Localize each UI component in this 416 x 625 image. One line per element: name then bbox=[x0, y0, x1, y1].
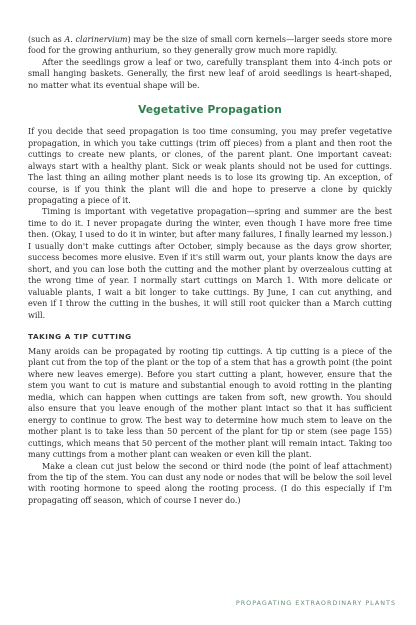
page-body bbox=[28, 34, 392, 506]
paragraph-tip-cutting: Many aroids can be propagated by rooting tip cuttings. A tip cutting is a piece of the plant cut from the top of the plant or the top of a stem that has a growth point (the point where new leaves emerge). Before you start cutting a plant, however, ensure that the stem you want to cut is mature and substantial enough to avoid rotting in the planting media, which can happen when cuttings are taken from soft, new growth. You should also ensure that you leave enough of the mother plant intact so that it has sufficient energy to continue to grow. The best way to determine how much stem to leave on the mother plant is to take less than 50 percent of the plant for tip or stem (see page 155) cuttings, which means that 50 percent of the mother plant will remain intact. Taking too many cuttings from a mother plant can weaken or even kill the plant. bbox=[28, 346, 392, 460]
running-footer: PROPAGATING EXTRAORDINARY PLANTS bbox=[235, 599, 396, 607]
species-name: A. clarinervium bbox=[64, 35, 128, 44]
section-heading: Vegetative Propagation bbox=[138, 104, 282, 117]
paragraph-vegetative-intro: If you decide that seed propagation is too time consuming, you may prefer vegetative propagation, in which you take cuttings (trim off pieces) from a plant and then root the cuttings to create new plants, or clones, of the parent plant. One important caveat: always start with a healthy plant. Sick or weak plants should not be used for cuttings. The last thing an ailing mother plant needs is to lose its growing tip. An exception, of course, is if you think the plant will die and hope to preserve a clone by quickly propagating a piece of it. bbox=[28, 127, 392, 205]
text-run: (such as bbox=[28, 35, 65, 44]
subsection-heading: TAKING A TIP CUTTING bbox=[28, 331, 132, 341]
paragraph-transplant: After the seedlings grow a leaf or two, carefully transplant them into 4-inch pots or small hanging baskets. Generally, the first new leaf of aroid seedlings is heart-shaped, no matter what its eventual shape will be. bbox=[28, 57, 392, 90]
text-run: ) may be the size of small corn kernels—larger seeds store more food for the growing anthurium, so they generally grow much more rapidly. bbox=[28, 35, 393, 56]
paragraph-timing: Timing is important with vegetative propagation—spring and summer are the best time to do it. I never propagate during the winter, even though I have more free time then. (Okay, I used to do it in winter, but after many failures, I finally learned my lesson.) I usually don't make cuttings after October, simply because as the days grow shorter, success becomes more elusive. Even if it's still warm out, your plants know the days are short, and you can lose both the cutting and the mother plant by overzealous cutting at the wrong time of year. I normally start cuttings on March 1. With more delicate or valuable plants, I wait a bit longer to take cuttings. By June, I can cut anything, and even if I throw the cutting in the bushes, it will still root quicker than a March cutting will. bbox=[28, 207, 392, 320]
paragraph-seed-size bbox=[28, 34, 392, 57]
paragraph-clean-cut: Make a clean cut just below the second or third node (the point of leaf attachment) from the tip of the stem. You can dust any node or nodes that will be below the soil level with rooting hormone to speed along the rooting process. (I do this especially if I'm propagating off season, which of course I never do.) bbox=[28, 461, 392, 505]
